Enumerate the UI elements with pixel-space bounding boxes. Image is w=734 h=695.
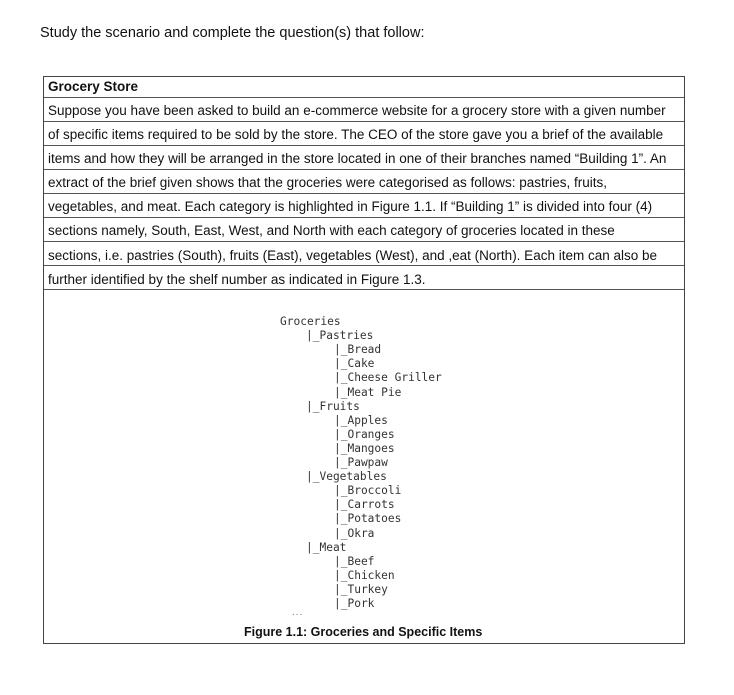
paragraph-line: Suppose you have been asked to build an e-commerce website for a grocery store with a given number (48, 103, 666, 118)
tree-item: |_Cake (334, 357, 375, 371)
tree-item: |_Broccoli (334, 484, 402, 498)
tree-item: |_Bread (334, 343, 382, 357)
tree-item: |_Apples (334, 413, 388, 427)
tree-category: |_Meat (306, 540, 347, 554)
tree-root: Groceries (280, 315, 341, 328)
table-rule (44, 97, 684, 98)
tree-item: |_Pawpaw (334, 456, 388, 469)
paragraph-line: further identified by the shelf number as indicated in Figure 1.3. (48, 271, 426, 287)
figure-caption: Figure 1.1: Groceries and Specific Items (244, 625, 483, 639)
figure-ellipsis: ... (292, 607, 304, 618)
table-rule (44, 145, 684, 146)
table-rule (44, 169, 684, 170)
tree-item: |_Potatoes (334, 512, 402, 526)
tree-item: |_Oranges (334, 427, 395, 441)
paragraph-line: items and how they will be arranged in the store located in one of their branches named “Building 1”. An (48, 151, 667, 167)
table-rule (44, 265, 684, 266)
tree-item: |_Turkey (334, 582, 388, 596)
paragraph-line: vegetables, and meat. Each category is highlighted in Figure 1.1. If “Building 1” is divided into four (4) (48, 199, 653, 215)
instruction-text: Study the scenario and complete the question(s) that follow: (40, 25, 425, 41)
paragraph-line: sections namely, South, East, West, and North with each category of groceries located in these (48, 223, 615, 239)
scenario-title: Grocery Store (48, 79, 139, 94)
tree-item: |_Cheese Griller (334, 371, 442, 385)
table-rule (44, 289, 684, 290)
tree-item: |_Mangoes (334, 441, 395, 455)
table-rule (44, 193, 684, 194)
tree-category: |_Vegetables (306, 470, 387, 484)
paragraph-line: extract of the brief given shows that the groceries were categorised as follows: pastries, fruits, (48, 175, 608, 191)
tree-item: |_Meat Pie (334, 385, 402, 399)
tree-category: |_Pastries (306, 329, 374, 343)
tree-item: |_Carrots (334, 498, 395, 512)
table-rule (44, 241, 684, 242)
table-rule (44, 121, 684, 122)
scenario-paragraph (48, 99, 680, 292)
paragraph-line: sections, i.e. pastries (South), fruits (East), vegetables (West), and ,eat (North). Each item can also be (48, 247, 658, 263)
table-rule (44, 217, 684, 218)
tree-category: |_Fruits (306, 399, 360, 413)
tree-item: |_Beef (334, 554, 375, 568)
paragraph-line: of specific items required to be sold by the store. The CEO of the store gave you a brief of the available (48, 127, 664, 143)
tree-item: |_Pork (334, 597, 375, 610)
scenario-box (43, 76, 685, 644)
tree-item: |_Okra (334, 526, 375, 540)
tree-item: |_Chicken (334, 568, 395, 582)
